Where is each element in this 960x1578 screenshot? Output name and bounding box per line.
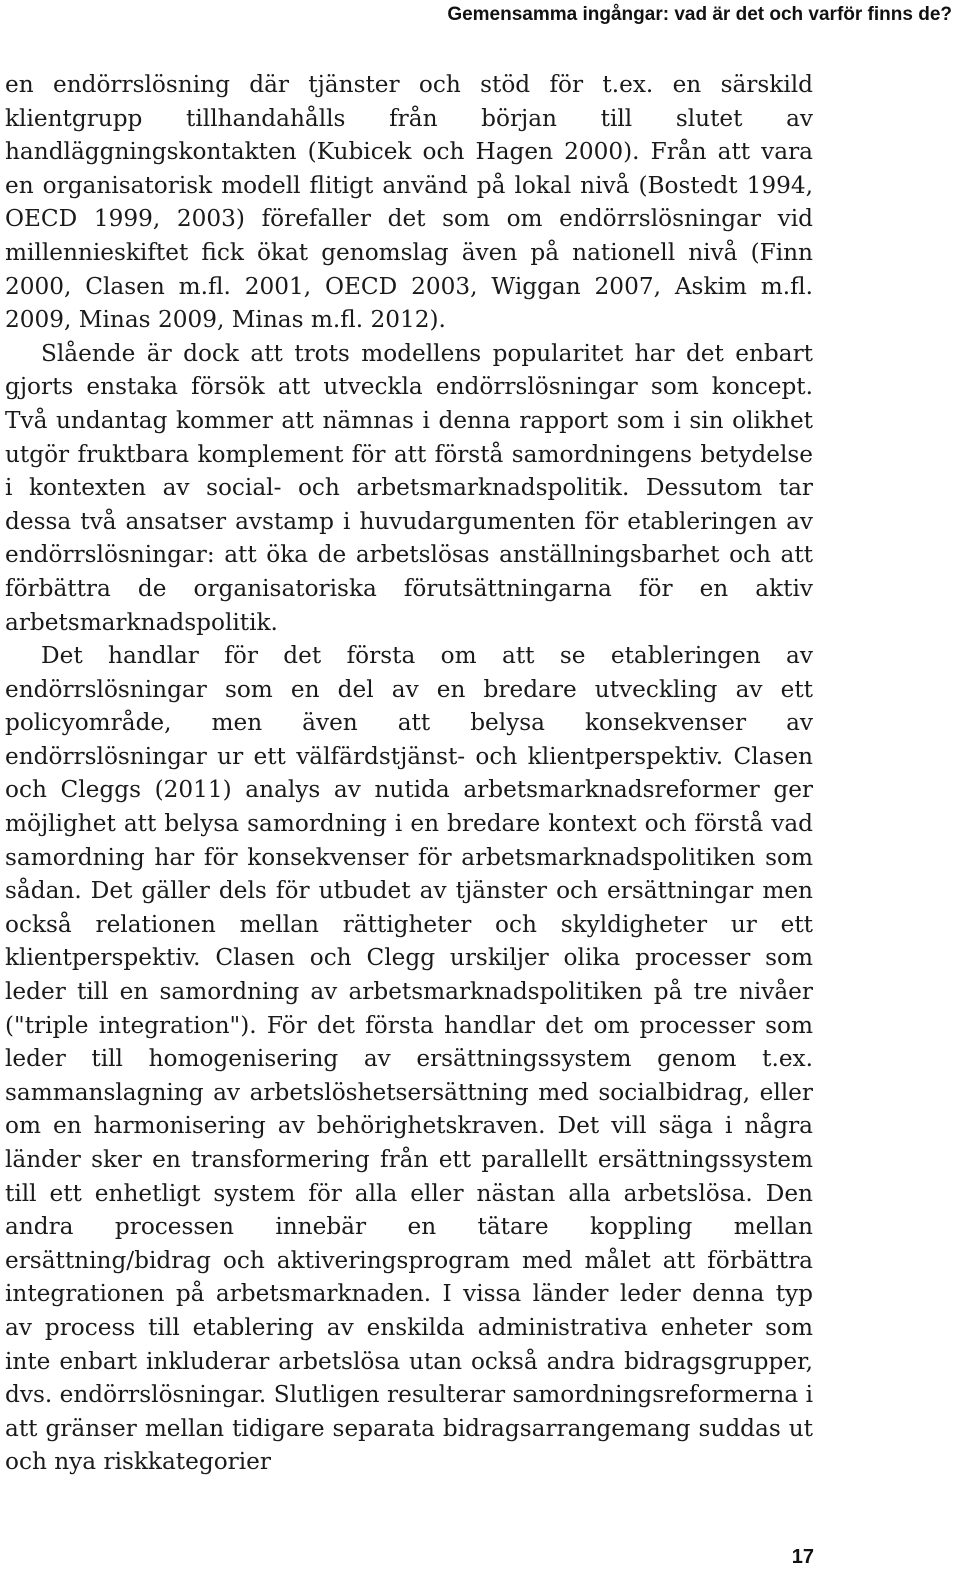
running-header: Gemensamma ingångar: vad är det och varför finns de? [447, 4, 952, 25]
paragraph-2: Slående är dock att trots modellens popularitet har det enbart gjorts enstaka försök att utveckla endörrslösningar som koncept. Två undantag kommer att nämnas i denna rapport som i sin olikhet utgör fruktbara komplement för att förstå samordningens betydelse i kontexten av social- och arbetsmarknadspolitik. Dessutom tar dessa två ansatser avstamp i huvudargumenten för etableringen av endörrslösningar: att öka de arbetslösas anställningsbarhet och att förbättra de organisatoriska förutsättningarna för en aktiv arbetsmarknadspolitik. [5, 339, 813, 636]
body-text [5, 68, 813, 1479]
paragraph-continuation: en endörrslösning där tjänster och stöd för t.ex. en särskild klientgrupp tillhandahålls från början till slutet av handläggningskontakten (Kubicek och Hagen 2000). Från att vara en organisatorisk modell flitigt använd på lokal nivå (Bostedt 1994, OECD 1999, 2003) förefaller det som om endörrslösningar vid millennieskiftet fick ökat genomslag även på nationell nivå (Finn 2000, Clasen m.fl. 2001, OECD 2003, Wiggan 2007, Askim m.fl. 2009, Minas 2009, Minas m.fl. 2012). [5, 71, 813, 334]
paragraph-3: Det handlar för det första om att se etableringen av endörrslösningar som en del av en bredare utveckling av ett policyområde, men även att belysa konsekvenser av endörrslösningar ur ett välfärdstjänst- och klientperspektiv. Clasen och Cleggs (2011) analys av nutida arbetsmarknadsreformer ger möjlighet att belysa samordning i en bredare kontext och förstå vad samordning har för konsekvenser för arbetsmarknadspolitiken som sådan. Det gäller dels för utbudet av tjänster och ersättningar men också relationen mellan rättigheter och skyldigheter ur ett klientperspektiv. Clasen och Clegg urskiljer olika processer som leder till en samordning av arbetsmarknadspolitiken på tre nivåer ("triple integration"). För det första handlar det om processer som leder till homogenisering av ersättningssystem genom t.ex. sammanslagning av arbetslöshetsersättning med socialbidrag, eller om en harmonisering av behörighetskraven. Det vill säga i några länder sker en transformering från ett parallellt ersättningssystem till ett enhetligt system för alla eller nästan alla arbetslösa. Den andra processen innebär en tätare koppling mellan ersättning/bidrag och aktiveringsprogram med målet att förbättra integrationen på arbetsmarknaden. I vissa länder leder denna typ av process till etablering av enskilda administrativa enheter som inte enbart inkluderar arbetslösa utan också andra bidragsgrupper, dvs. endörrslösningar. Slutligen resulterar samordningsreformerna i att gränser mellan tidigare separata bidragsarrangemang suddas ut och nya riskkategorier [5, 642, 813, 1476]
page-number: 17 [791, 1546, 814, 1568]
